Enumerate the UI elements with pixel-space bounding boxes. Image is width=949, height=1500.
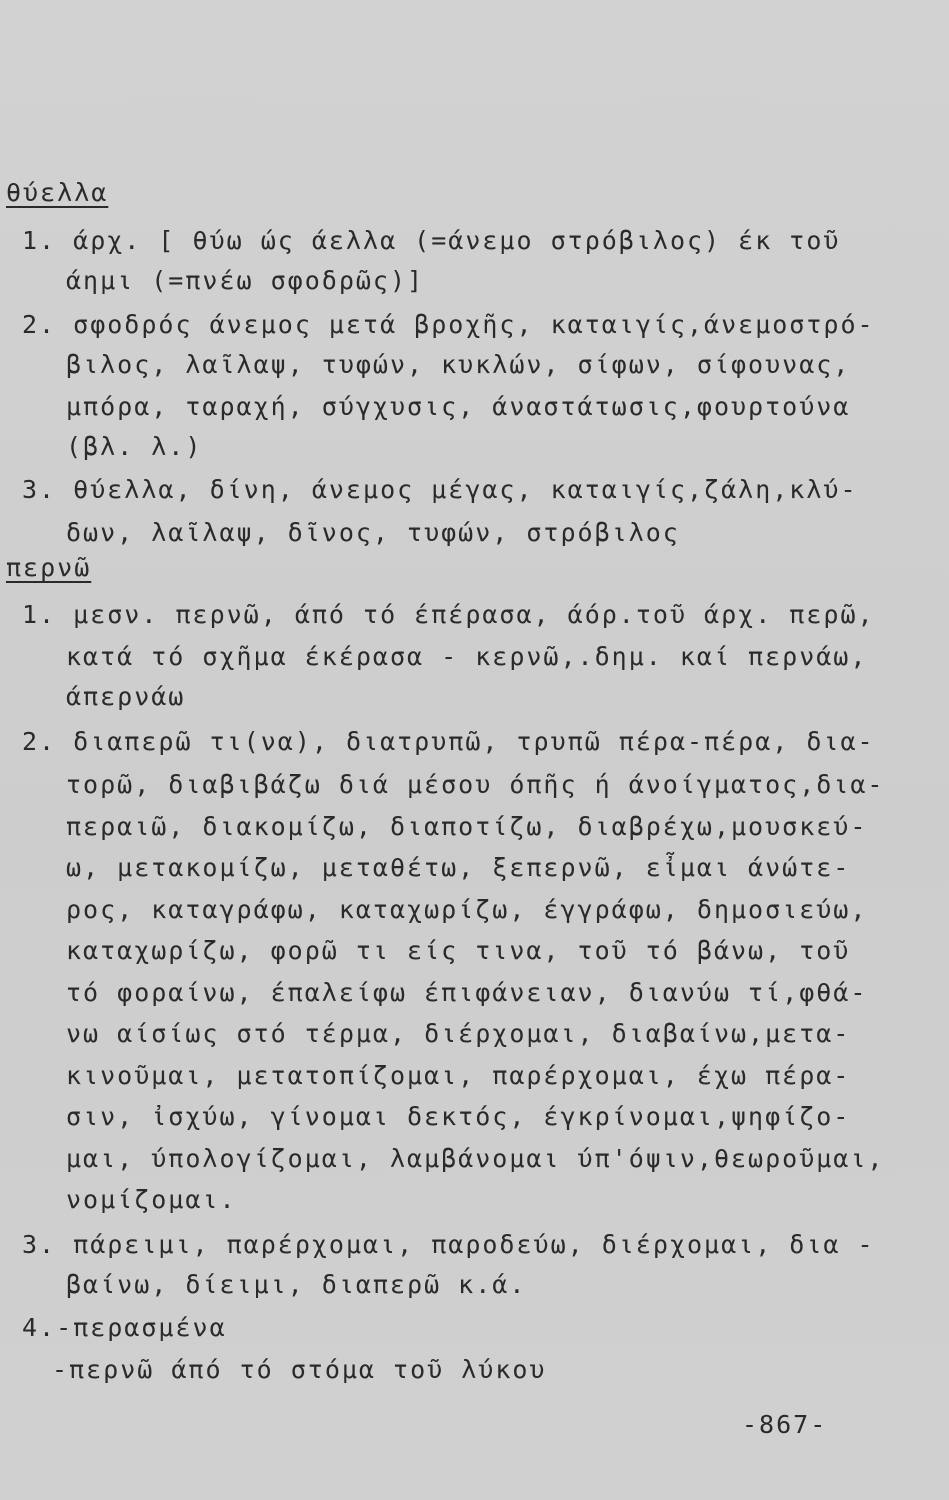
entry-line: ω, μετακομίζω, μεταθέτω, ξεπερνῶ, εἶμαι άνώτε- xyxy=(66,853,851,882)
headword-thyella: θύελλα xyxy=(6,178,109,207)
entry-line: νομίζομαι. xyxy=(66,1185,237,1214)
entry-line: κατά τό σχῆμα έκέρασα - κερνῶ,.δημ. καί περνάω, xyxy=(66,642,868,671)
entry-line: (βλ. λ.) xyxy=(66,432,203,461)
entry-line: 4.-περασμένα xyxy=(22,1313,227,1342)
entry-line: δων, λαῖλαψ, δῖνος, τυφών, στρόβιλος xyxy=(66,518,680,547)
entry-line: 3. πάρειμι, παρέρχομαι, παροδεύω, διέρχομαι, δια - xyxy=(22,1230,875,1259)
entry-line: τό φοραίνω, έπαλείφω έπιφάνειαν, διανύω τί,φθά- xyxy=(66,978,868,1007)
entry-line: νω αίσίως στό τέρμα, διέρχομαι, διαβαίνω,μετα- xyxy=(66,1019,851,1048)
entry-line: μαι, ύπολογίζομαι, λαμβάνομαι ύπ'όψιν,θεωροῦμαι, xyxy=(66,1144,885,1173)
entry-line: τορῶ, διαβιβάζω διά μέσου όπῆς ή άνοίγματος,δια- xyxy=(66,770,885,799)
entry-line: άπερνάω xyxy=(66,682,186,711)
entry-line: περαιῶ, διακομίζω, διαποτίζω, διαβρέχω,μουσκεύ- xyxy=(66,812,868,841)
entry-line: σιν, ἰσχύω, γίνομαι δεκτός, έγκρίνομαι,ψηφίζο- xyxy=(66,1102,851,1131)
entry-line: άημι (=πνέω σφοδρῶς)] xyxy=(66,266,425,295)
entry-line: -περνῶ άπό τό στόμα τοῦ λύκου xyxy=(52,1355,547,1384)
entry-line: 1. μεσν. περνῶ, άπό τό έπέρασα, άόρ.τοῦ άρχ. περῶ, xyxy=(22,600,875,629)
entry-line: βιλος, λαῖλαψ, τυφών, κυκλών, σίφων, σίφουνας, xyxy=(66,350,851,379)
entry-line: 2. σφοδρός άνεμος μετά βροχῆς, καταιγίς,άνεμοστρό- xyxy=(22,310,875,339)
page-number: -867- xyxy=(742,1410,828,1439)
entry-line: 1. άρχ. [ θύω ώς άελλα (=άνεμο στρόβιλος) έκ τοῦ xyxy=(22,226,841,255)
entry-line: ρος, καταγράφω, καταχωρίζω, έγγράφω, δημοσιεύω, xyxy=(66,895,868,924)
entry-line: μπόρα, ταραχή, σύγχυσις, άναστάτωσις,φουρτούνα xyxy=(66,392,851,421)
entry-line: βαίνω, δίειμι, διαπερῶ κ.ά. xyxy=(66,1270,527,1299)
entry-line: καταχωρίζω, φορῶ τι είς τινα, τοῦ τό βάνω, τοῦ xyxy=(66,936,851,965)
entry-line: 3. θύελλα, δίνη, άνεμος μέγας, καταιγίς,ζάλη,κλύ- xyxy=(22,475,858,504)
entry-line: 2. διαπερῶ τι(να), διατρυπῶ, τρυπῶ πέρα-πέρα, δια- xyxy=(22,727,875,756)
headword-perno: περνῶ xyxy=(6,553,92,582)
entry-line: κινοῦμαι, μετατοπίζομαι, παρέρχομαι, έχω πέρα- xyxy=(66,1061,851,1090)
